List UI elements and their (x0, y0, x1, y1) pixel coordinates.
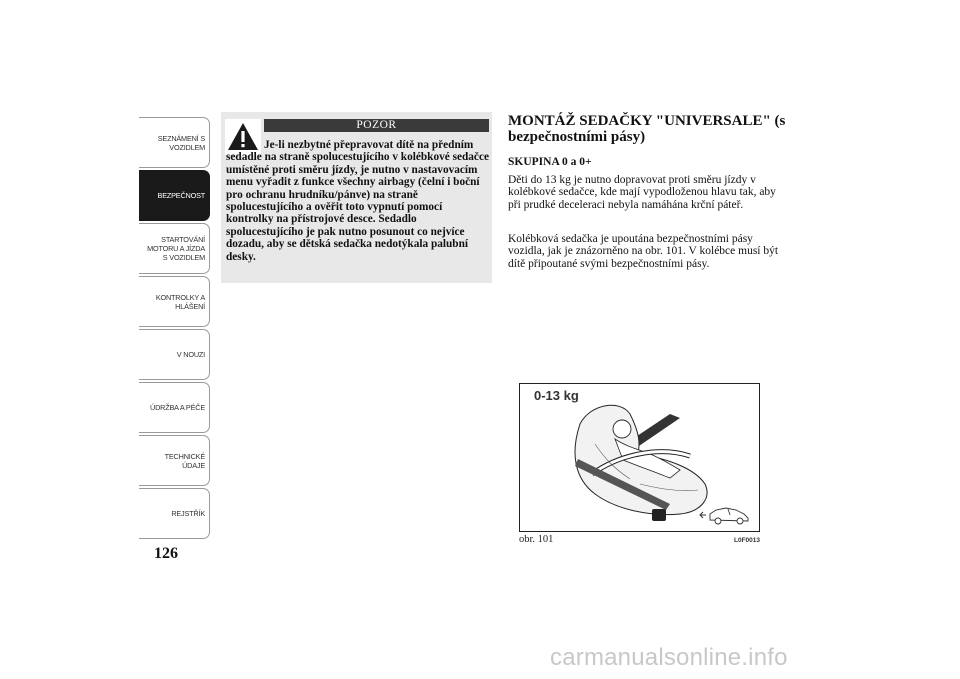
figure-code: L0F0013 (734, 537, 761, 544)
tab-kontrolky-a-hlaseni[interactable]: KONTROLKY A HLÁŠENÍ (139, 276, 210, 327)
tab-seznameni-s-vozidlem[interactable]: SEZNÁMENÍ S VOZIDLEM (139, 117, 210, 168)
figure-child-seat (519, 383, 760, 532)
warning-box (221, 112, 492, 283)
watermark: carmanualsonline.info (550, 644, 788, 671)
paragraph-1: Děti do 13 kg je nutno dopravovat proti směru jízdy v kolébkové sedačce, kde mají vypodloženou hlavu tak, aby při prudké deceleraci nebyla namáhána krční páteř. (508, 174, 776, 211)
figure-weight-label: 0-13 kg (534, 388, 579, 403)
section-title: MONTÁŽ SEDAČKY "UNIVERSALE" (s bezpečnostními pásy) (508, 113, 786, 145)
group-heading: SKUPINA 0 a 0+ (508, 156, 592, 168)
warning-text: Je-li nezbytné přepravovat dítě na předním sedadle na straně spolucestujícího v kolébkové sedačce umístěné proti směru jízdy, je nutno v nastavovacím menu vyřadit z funkce všechny airbagy (čelní i boční pro ochranu hrudníku/pánve) na straně spolucestujícího a ověřit toto vypnutí pomocí kontrolky na přístrojové desce. Sedadlo spolucestujícího je pak nutno posunout co nejvíce dozadu, aby se dětská sedačka nedotýkala palubní desky. (226, 139, 489, 263)
tab-startovani-motoru[interactable]: STARTOVÁNÍ MOTORU A JÍZDA S VOZIDLEM (139, 223, 210, 274)
warning-header: POZOR (264, 119, 489, 132)
child-seat-illustration (520, 384, 759, 531)
tab-v-nouzi[interactable]: V NOUZI (139, 329, 210, 380)
tab-rejstrik[interactable]: REJSTŘÍK (139, 488, 210, 539)
tab-bezpecnost[interactable]: BEZPEČNOST (139, 170, 210, 221)
tab-udrzba-a-pece[interactable]: ÚDRŽBA A PÉČE (139, 382, 210, 433)
figure-caption: obr. 101 (519, 534, 554, 545)
tab-technicke-udaje[interactable]: TECHNICKÉ ÚDAJE (139, 435, 210, 486)
paragraph-2: Kolébková sedačka je upoutána bezpečnostními pásy vozidla, jak je znázorněno na obr. 101. V kolébce musí být dítě připoutané svými bezpečnostními pásy. (508, 233, 779, 270)
page-number: 126 (154, 545, 178, 562)
